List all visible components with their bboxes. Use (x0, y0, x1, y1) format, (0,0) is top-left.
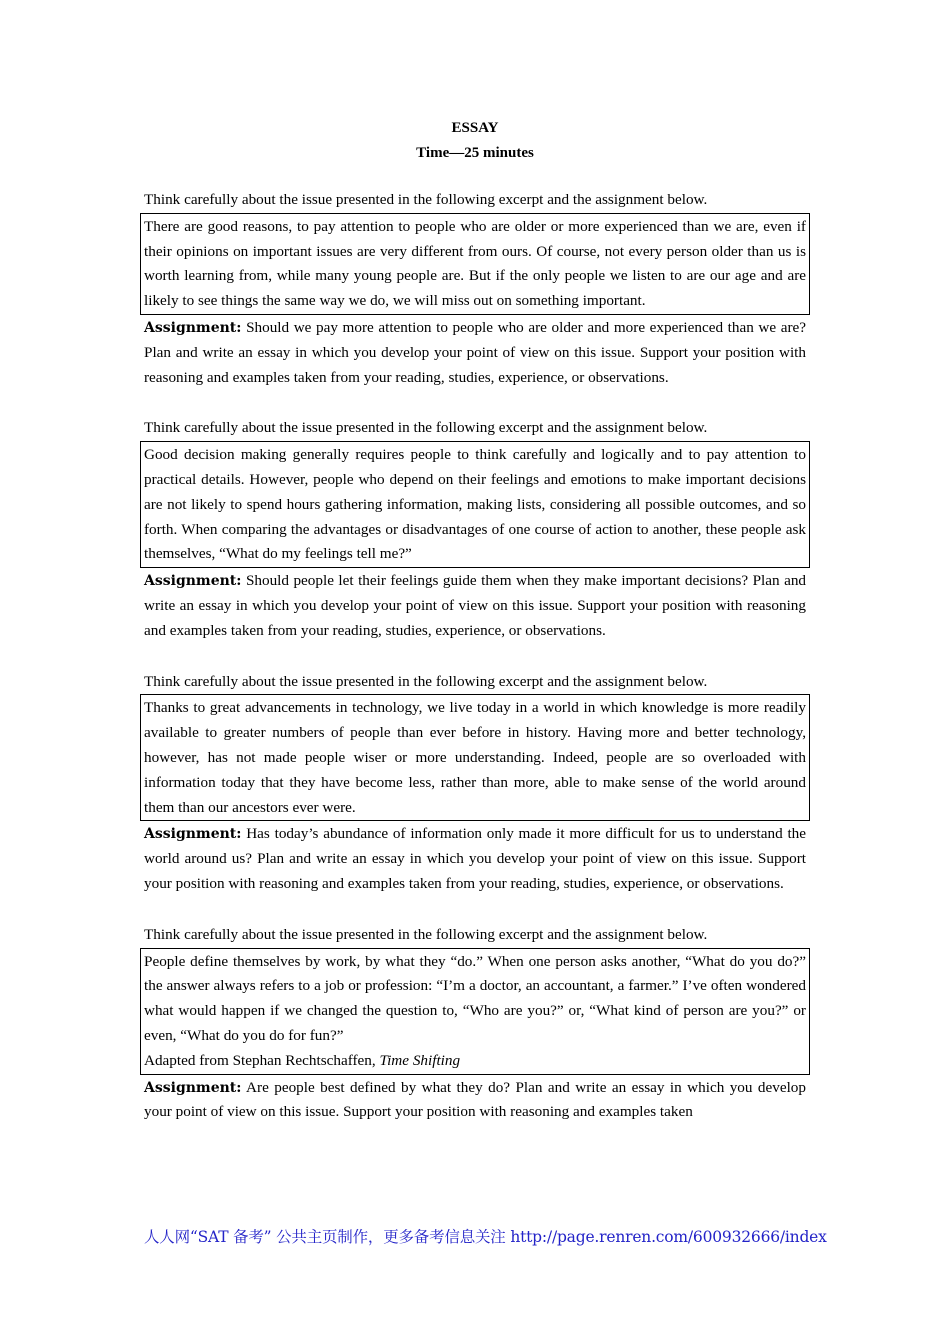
assignment-label: Assignment: (144, 573, 242, 590)
prompt-3 (140, 670, 810, 897)
prompt-intro: Think carefully about the issue presented in the following excerpt and the assignment below. (144, 191, 708, 208)
assignment-text: Are people best defined by what they do? Plan and write an essay in which you develop your point of view on this issue. Support your position with reasoning and examples taken (144, 1078, 806, 1121)
prompt-4 (140, 923, 810, 1125)
prompt-2 (140, 416, 810, 643)
prompt-intro: Think carefully about the issue presented in the following excerpt and the assignment below. (144, 672, 708, 690)
assignment-label: Assignment: (144, 319, 242, 336)
excerpt-text: People define themselves by work, by what they “do.” When one person asks another, “What do you do?” the answer always refers to a job or profession: “I’m a doctor, an accountant, a farmer.” I’ve often wondered what would happen if we changed the question to, “Who are you?” or, “What kind of person are you?” or even, “What do you do for fun?” (144, 952, 806, 1044)
excerpt-text: There are good reasons, to pay attention to people who are older or more experienced than we are, even if their opinions on important issues are very different from ours. Of course, not every person older than us is worth learning from, while many young people are. But if the only people we listen to are our age and are likely to see things the same way we do, we will miss out on something important. (144, 217, 806, 310)
time-limit: Time—25 minutes (416, 145, 534, 161)
prompt-intro: Think carefully about the issue presented in the following excerpt and the assignment below. (144, 925, 708, 943)
excerpt-box (140, 694, 810, 821)
source-title: Time Shifting (379, 1051, 461, 1069)
essay-title: ESSAY (451, 120, 499, 136)
excerpt-box (140, 213, 810, 315)
footer-watermark: 人人网“SAT 备考” 公共主页制作，更多备考信息关注 http://page.renren.com/600932666/index (144, 1228, 827, 1246)
essay-page (140, 116, 810, 1151)
assignment (140, 1075, 810, 1126)
excerpt-box (140, 441, 810, 568)
excerpt-source (144, 1049, 806, 1074)
assignment-text: Should people let their feelings guide them when they make important decisions? Plan and write an essay in which you develop your point of view on this issue. Support your position with reasoning and examples taken from your reading, studies, experience, or observations. (144, 572, 807, 639)
assignment-text: Should we pay more attention to people who are older and more experienced than we are? Plan and write an essay in which you develop your point of view on this issue. Support your position with reasoning and examples taken from your reading, studies, experience, or observations. (144, 318, 806, 386)
prompt-intro: Think carefully about the issue presented in the following excerpt and the assignment below. (144, 419, 708, 437)
excerpt-box (140, 948, 810, 1075)
assignment-label: Assignment: (144, 1079, 242, 1096)
excerpt-text: Thanks to great advancements in technology, we live today in a world in which knowledge is more readily available to greater numbers of people than ever before in history. Having more and better technology, however, has not made people wiser or more understanding. Indeed, people are so overloaded with information today that they have become less, rather than more, able to make sense of the world around them than our ancestors ever were. (144, 699, 806, 816)
assignment (140, 821, 810, 896)
prompt-1 (140, 188, 810, 390)
assignment-text: Has today’s abundance of information only made it more difficult for us to understand the world around us? Plan and write an essay in which you develop your point of view on this issue. Support your position with reasoning and examples taken from your reading, studies, experience, or observations. (144, 825, 806, 892)
assignment (140, 568, 810, 643)
excerpt-text: Good decision making generally requires people to think carefully and logically and to pay attention to practical details. However, people who depend on their feelings and emotions to make important decisions are not likely to spend hours gathering information, making lists, considering all possible outcomes, and so forth. When comparing the advantages or disadvantages of one course of action to another, these people ask themselves, “What do my feelings tell me?” (144, 446, 806, 563)
assignment-label: Assignment: (144, 826, 242, 843)
essay-header (140, 116, 810, 166)
source-prefix: Adapted from Stephan Rechtschaffen, (144, 1051, 380, 1069)
assignment (140, 315, 810, 390)
